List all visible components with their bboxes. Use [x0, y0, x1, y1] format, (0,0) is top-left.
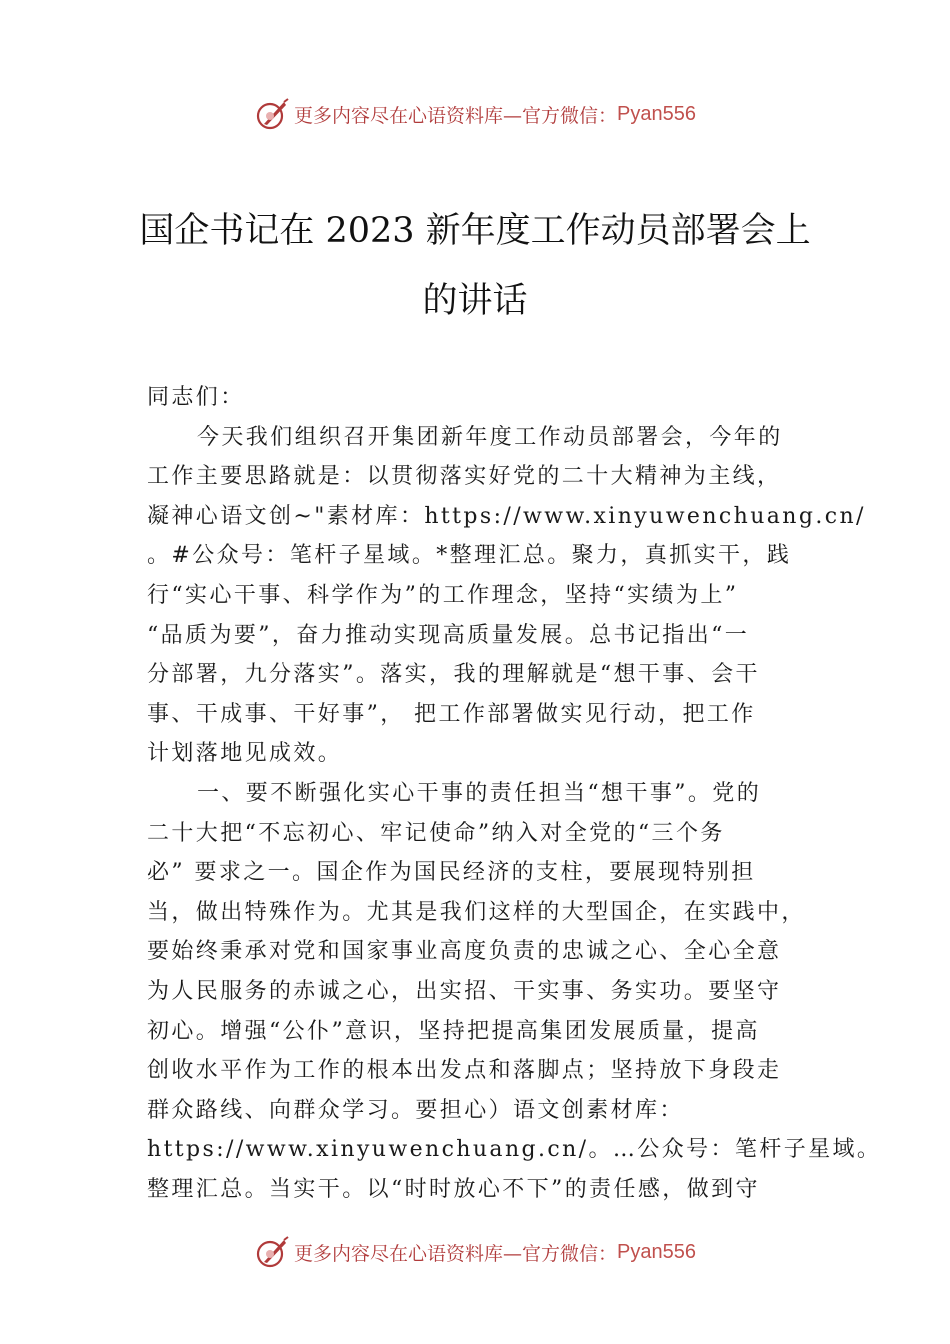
body-line: 。#公众号：笔杆子星域。*整理汇总。聚力，真抓实干，践 — [147, 543, 792, 569]
banner-text: 更多内容尽在心语资料库—官方微信： — [294, 1242, 618, 1265]
body-line: 整理汇总。当实干。以“时时放心不下”的责任感，做到守 — [147, 1176, 760, 1202]
body-line: 行“实心干事、科学作为”的工作理念，坚持“实绩为上” — [147, 582, 739, 608]
body-line: 计划落地见成效。 — [147, 741, 343, 767]
body-line: 初心。增强“公仆”意识，坚持把提高集团发展质量，提高 — [147, 1018, 760, 1044]
body-line: 为人民服务的赤诚之心，出实招、干实事、务实功。要坚守 — [147, 978, 782, 1004]
body-line: 创收水平作为工作的根本出发点和落脚点；坚持放下身段走 — [147, 1058, 782, 1084]
body-line: 今天我们组织召开集团新年度工作动员部署会，今年的 — [197, 424, 783, 450]
footer-watermark — [0, 1232, 950, 1272]
body-line: 群众路线、向群众学习。要担心）语文创素材库： — [147, 1097, 684, 1123]
banner-text: 更多内容尽在心语资料库—官方微信： — [294, 104, 618, 127]
body-line: 事、干成事、干好事”， 把工作部署做实见行动，把工作 — [147, 701, 756, 727]
banner-wechat-id: Pyan556 — [617, 102, 696, 125]
body-line: 同志们： — [147, 385, 245, 410]
body-line: 当，做出特殊作为。尤其是我们这样的大型国企，在实践中， — [147, 899, 806, 925]
body-line: 必” 要求之一。国企作为国民经济的支柱，要展现特别担 — [147, 860, 756, 886]
body-line: https://www.xinyuwenchuang.cn/。…公众号：笔杆子星域。 — [147, 1137, 882, 1163]
body-line: 分部署，九分落实”。落实，我的理解就是“想干事、会干 — [147, 662, 760, 688]
quill-logo-icon — [254, 96, 290, 132]
quill-logo-icon — [254, 1234, 290, 1270]
banner-wechat-id: Pyan556 — [617, 1240, 696, 1263]
body-line: 要始终秉承对党和国家事业高度负责的忠诚之心、全心全意 — [147, 939, 782, 965]
body-line: 凝神心语文创~"素材库：https://www.xinyuwenchuang.cn/ — [147, 503, 866, 529]
document-title-line-1: 国企书记在 2023 新年度工作动员部署会上 — [139, 211, 811, 251]
document-title-line-2: 的讲话 — [422, 281, 528, 321]
body-line: 二十大把“不忘初心、牢记使命”纳入对全党的“三个务 — [147, 820, 725, 846]
document-body — [147, 378, 882, 1209]
header-watermark — [0, 94, 950, 134]
body-line: 工作主要思路就是：以贯彻落实好党的二十大精神为主线， — [147, 464, 782, 490]
body-line: “品质为要”，奋力推动实现高质量发展。总书记指出“一 — [147, 622, 750, 648]
body-line: 一、要不断强化实心干事的责任担当“想干事”。党的 — [197, 780, 762, 806]
